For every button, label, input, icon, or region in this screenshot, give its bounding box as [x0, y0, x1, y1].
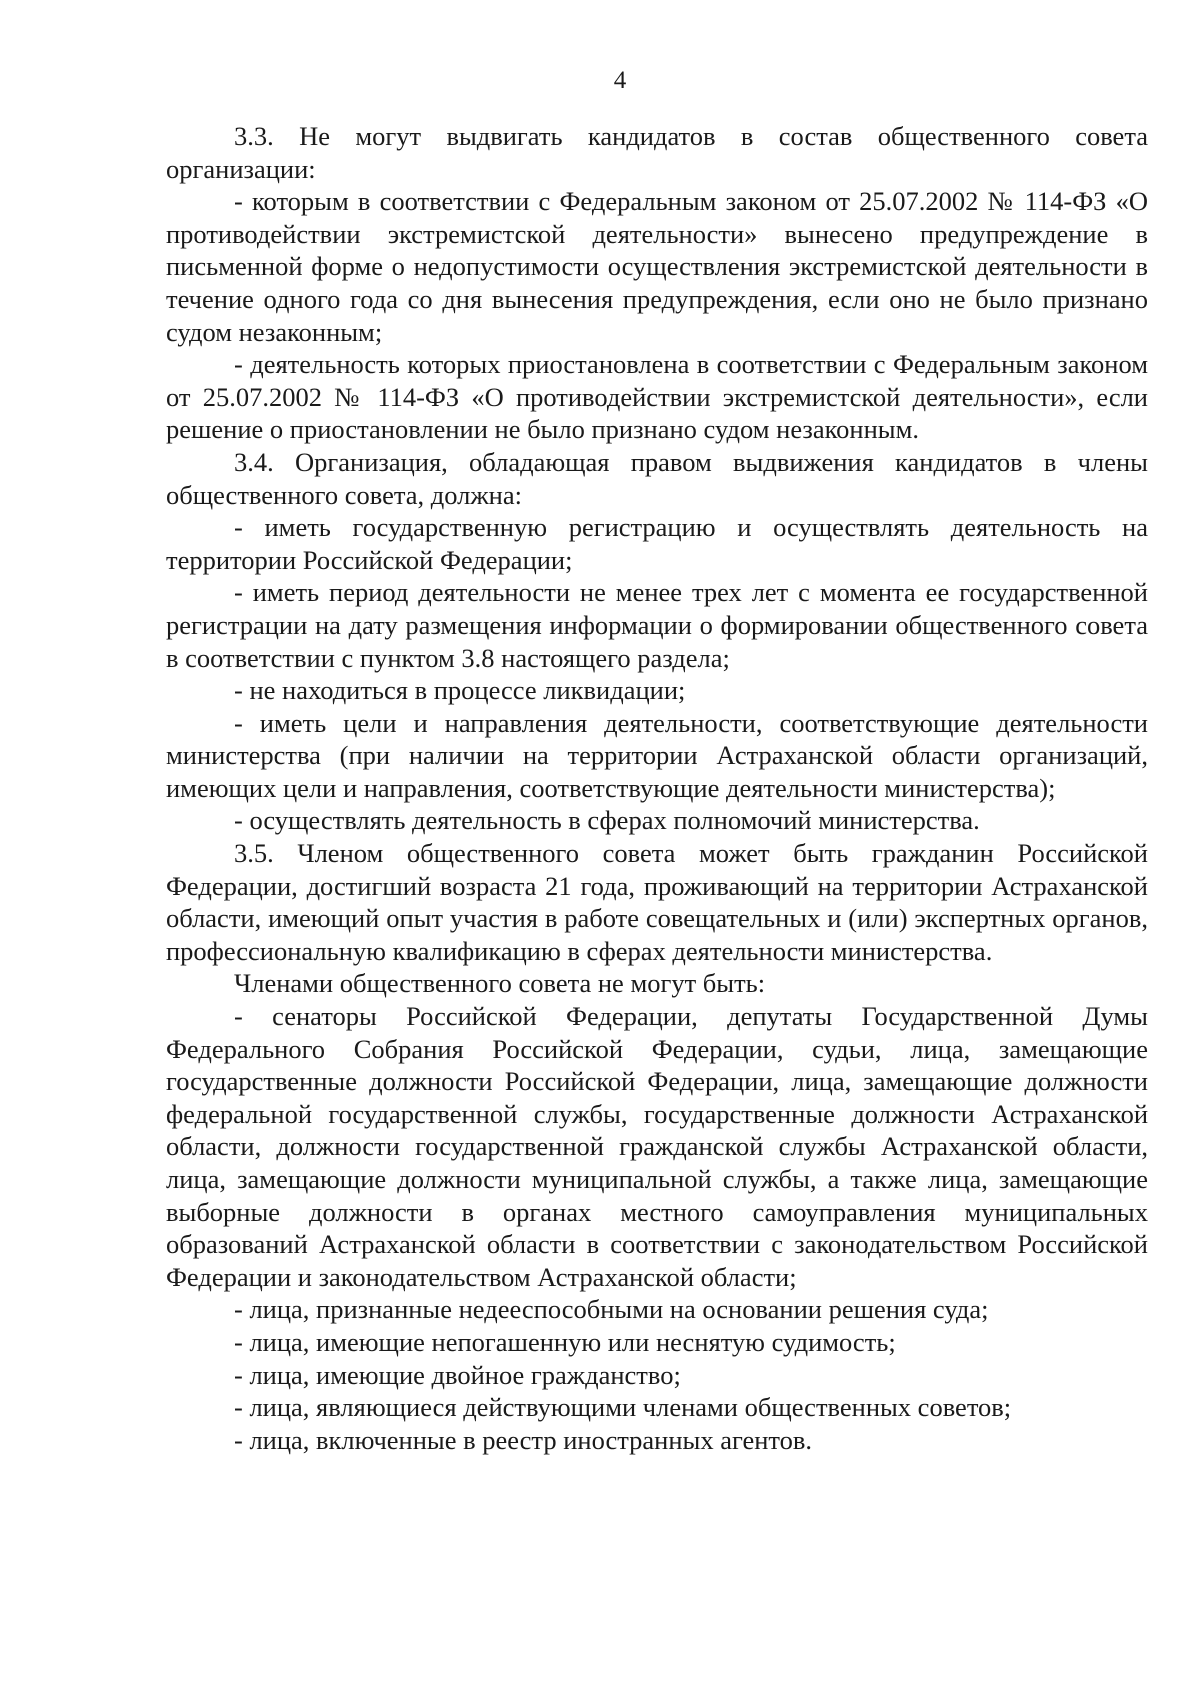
list-item: - лица, признанные недееспособными на основании решения суда;	[234, 1294, 989, 1325]
list-item: - сенаторы Российской Федерации, депутаты Государственной Думы Федерального Собрания Российской Федерации, судьи, лица, замещающие государственные должности Российской Федерации, лица, замещающие должности федеральной государственной службы, государственные должности Астраханской области, должности государственной гражданской службы Астраханской области, лица, замещающие должности муниципальной службы, а также лица, замещающие выборные должности в органах местного самоуправления муниципальных образований Астраханской области в соответствии с законодательством Российской Федерации и законодательством Астраханской области;	[166, 1001, 1148, 1292]
page-number: 4	[613, 67, 627, 94]
list-item: - не находиться в процессе ликвидации;	[234, 675, 686, 706]
paragraph-exclusions-intro: Членами общественного совета не могут быть:	[234, 968, 766, 999]
list-item: - иметь цели и направления деятельности, соответствующие деятельности министерства (при наличии на территории Астраханской области организаций, имеющих цели и направления, соответствующие деятельности министерства);	[166, 707, 1148, 803]
paragraph-3-5: 3.5. Членом общественного совета может быть гражданин Российской Федерации, достигший возраста 21 года, проживающий на территории Астраханской области, имеющий опыт участия в работе совещательных и (или) экспертных органов, профессиональную квалификацию в сферах деятельности министерства.	[166, 838, 1148, 966]
list-item: - деятельность которых приостановлена в соответствии с Федеральным законом от 25.07.2002 № 114-ФЗ «О противодействии экстремистской деятельности», если решение о приостановлении не было признано судом незаконным.	[166, 349, 1148, 445]
list-item: - иметь государственную регистрацию и осуществлять деятельность на территории Российской Федерации;	[166, 512, 1148, 575]
list-item: - лица, имеющие двойное гражданство;	[234, 1359, 681, 1390]
list-item: - которым в соответствии с Федеральным законом от 25.07.2002 № 114-ФЗ «О противодействии экстремистской деятельности» вынесено предупреждение в письменной форме о недопустимости осуществления экстремистской деятельности в течение одного года со дня вынесения предупреждения, если оно не было признано судом незаконным;	[166, 186, 1148, 347]
paragraph-3-3: 3.3. Не могут выдвигать кандидатов в состав общественного совета организации:	[166, 121, 1148, 184]
list-item: - иметь период деятельности не менее трех лет с момента ее государственной регистрации на дату размещения информации о формировании общественного совета в соответствии с пунктом 3.8 настоящего раздела;	[166, 577, 1148, 673]
list-item: - лица, имеющие непогашенную или неснятую судимость;	[234, 1326, 896, 1357]
list-item: - лица, являющиеся действующими членами общественных советов;	[234, 1392, 1012, 1423]
document-body	[166, 120, 1148, 1456]
list-item: - лица, включенные в реестр иностранных агентов.	[234, 1424, 813, 1455]
list-item: - осуществлять деятельность в сферах полномочий министерства.	[234, 805, 980, 836]
paragraph-3-4: 3.4. Организация, обладающая правом выдвижения кандидатов в члены общественного совета, должна:	[166, 446, 1148, 510]
